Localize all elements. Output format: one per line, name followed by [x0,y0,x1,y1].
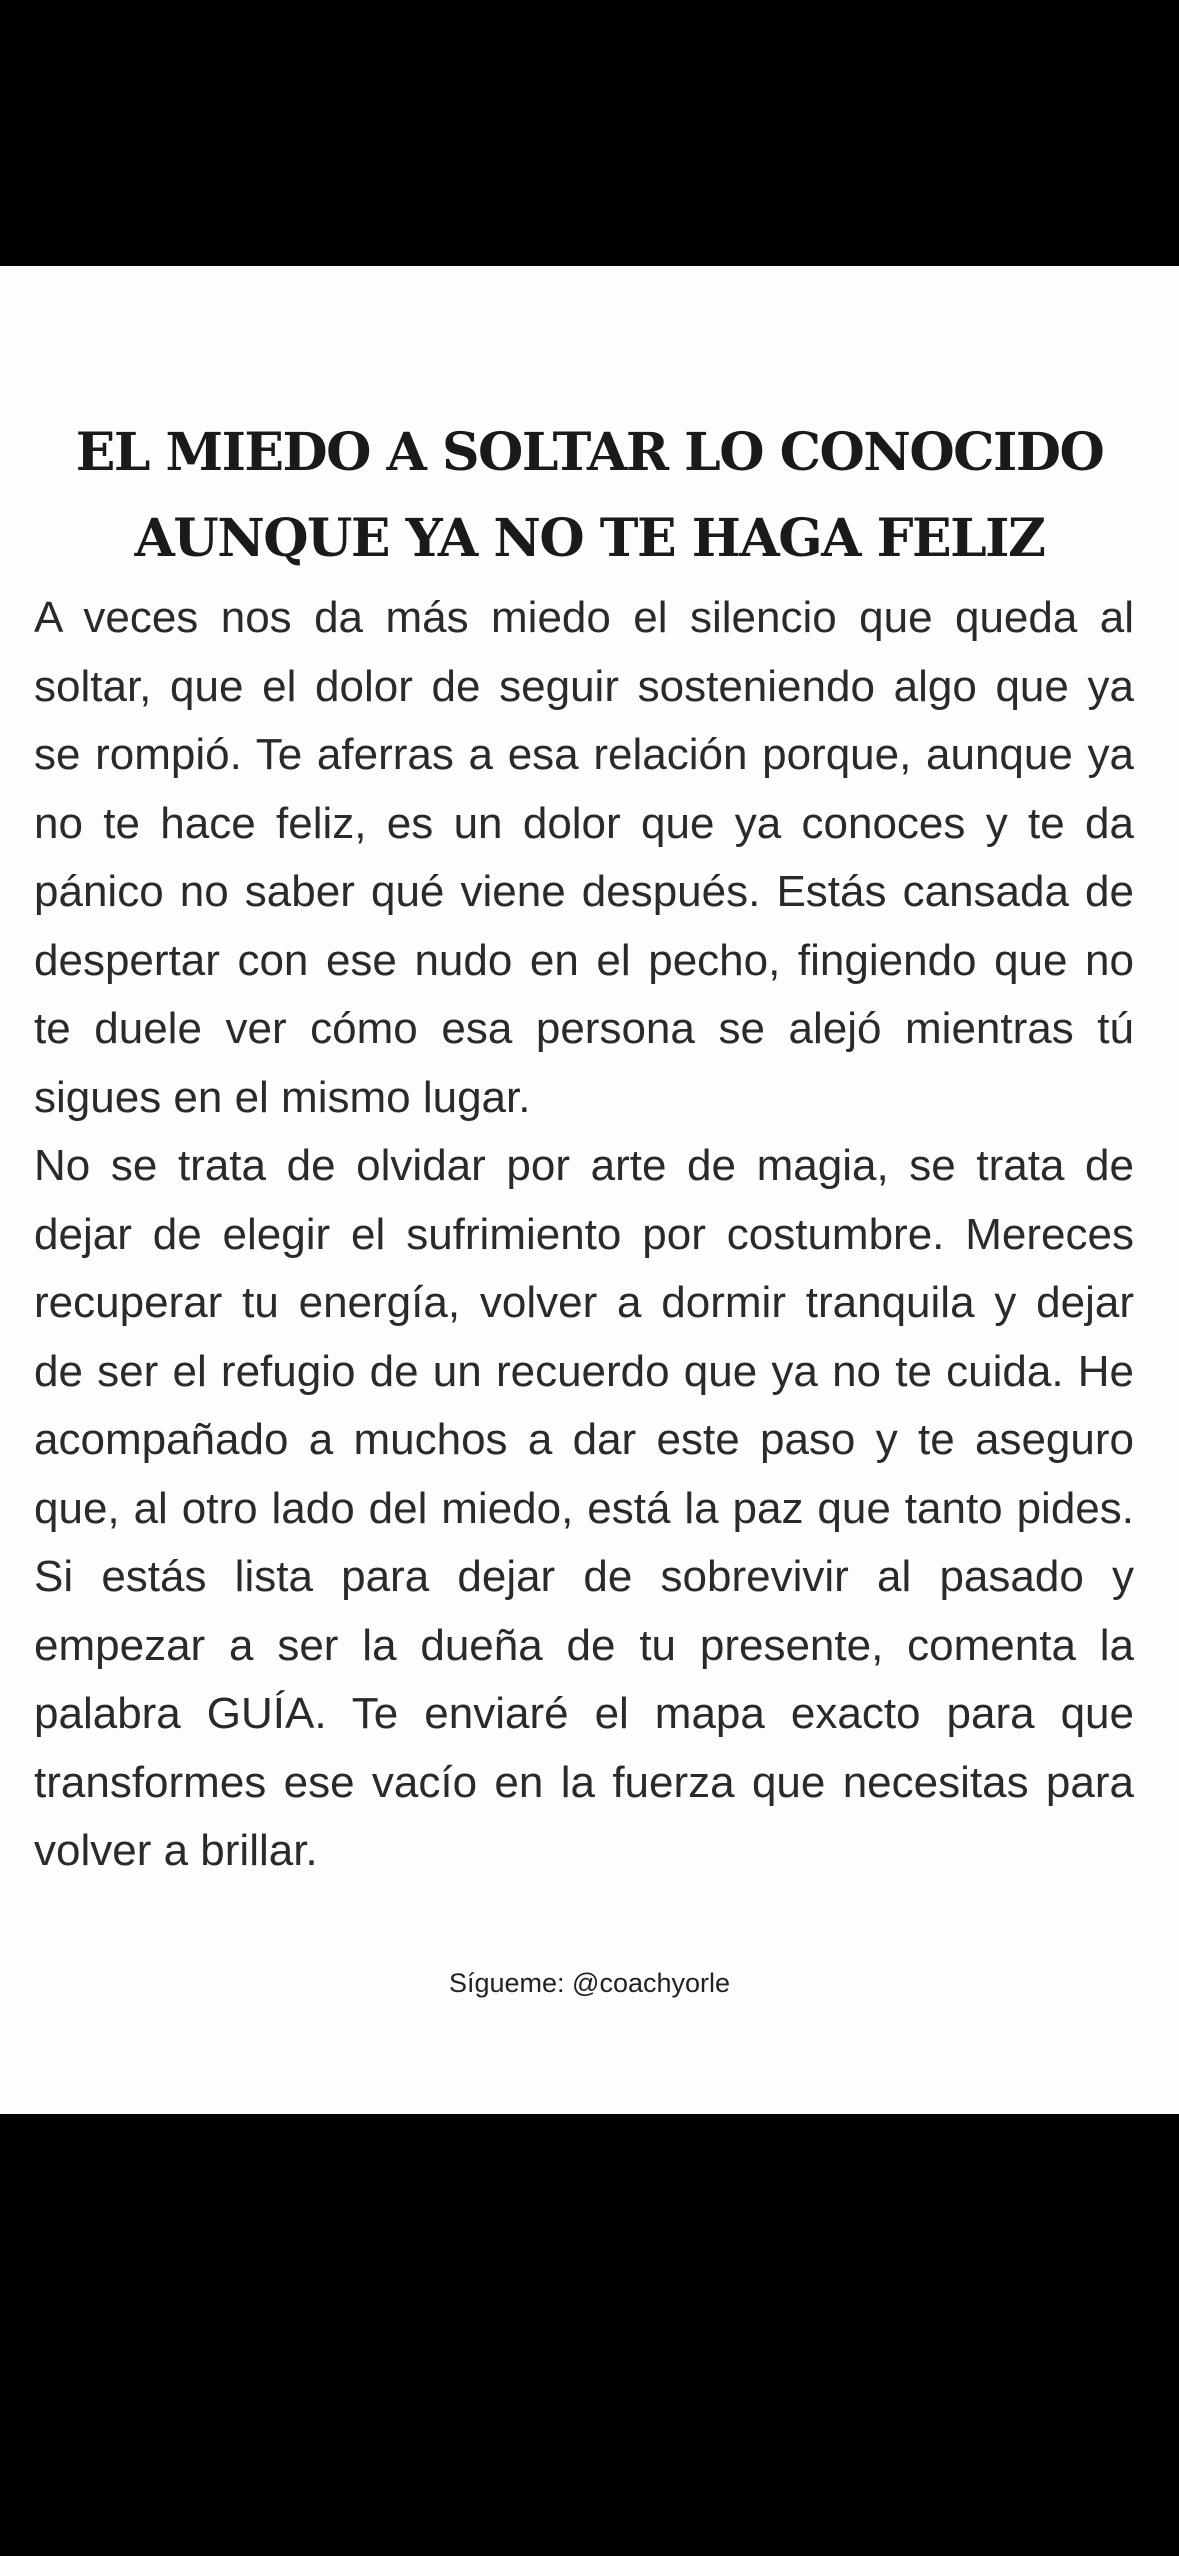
paragraph-2: No se trata de olvidar por arte de magia, se trata de dejar de elegir el sufrimiento por costumbre. Mereces recuperar tu energía, volver a dormir tranquila y dejar de ser el refugio de un recuerdo que ya no te cuida. He acompañado a muchos a dar este paso y te aseguro que, al otro lado del miedo, está la paz que tanto pides. Si estás lista para dejar de sobrevivir al pasado y empezar a ser la dueña de tu presente, comenta la palabra GUÍA. Te enviaré el mapa exacto para que transformes ese vacío en la fuerza que necesitas para volver a brillar. [34,1141,1134,1875]
post-body [34,584,1134,1886]
title-line-2: AUNQUE YA NO TE HAGA FELIZ [134,508,1045,569]
bottom-letterbox [0,2114,1179,2556]
post-title [0,410,1179,582]
follow-handle: Sígueme: @coachyorle [448,1968,731,1998]
paragraph-1: A veces nos da más miedo el silencio que queda al soltar, que el dolor de seguir sosteniendo algo que ya se rompió. Te aferras a esa relación porque, aunque ya no te hace feliz, es un dolor que ya conoces y te da pánico no saber qué viene después. Estás cansada de despertar con ese nudo en el pecho, fingiendo que no te duele ver cómo esa persona se alejó mientras tú sigues en el mismo lugar. [34,593,1134,1122]
title-line-1: EL MIEDO A SOLTAR LO CONOCIDO [75,422,1104,483]
post-card [0,266,1179,2114]
top-letterbox [0,0,1179,266]
